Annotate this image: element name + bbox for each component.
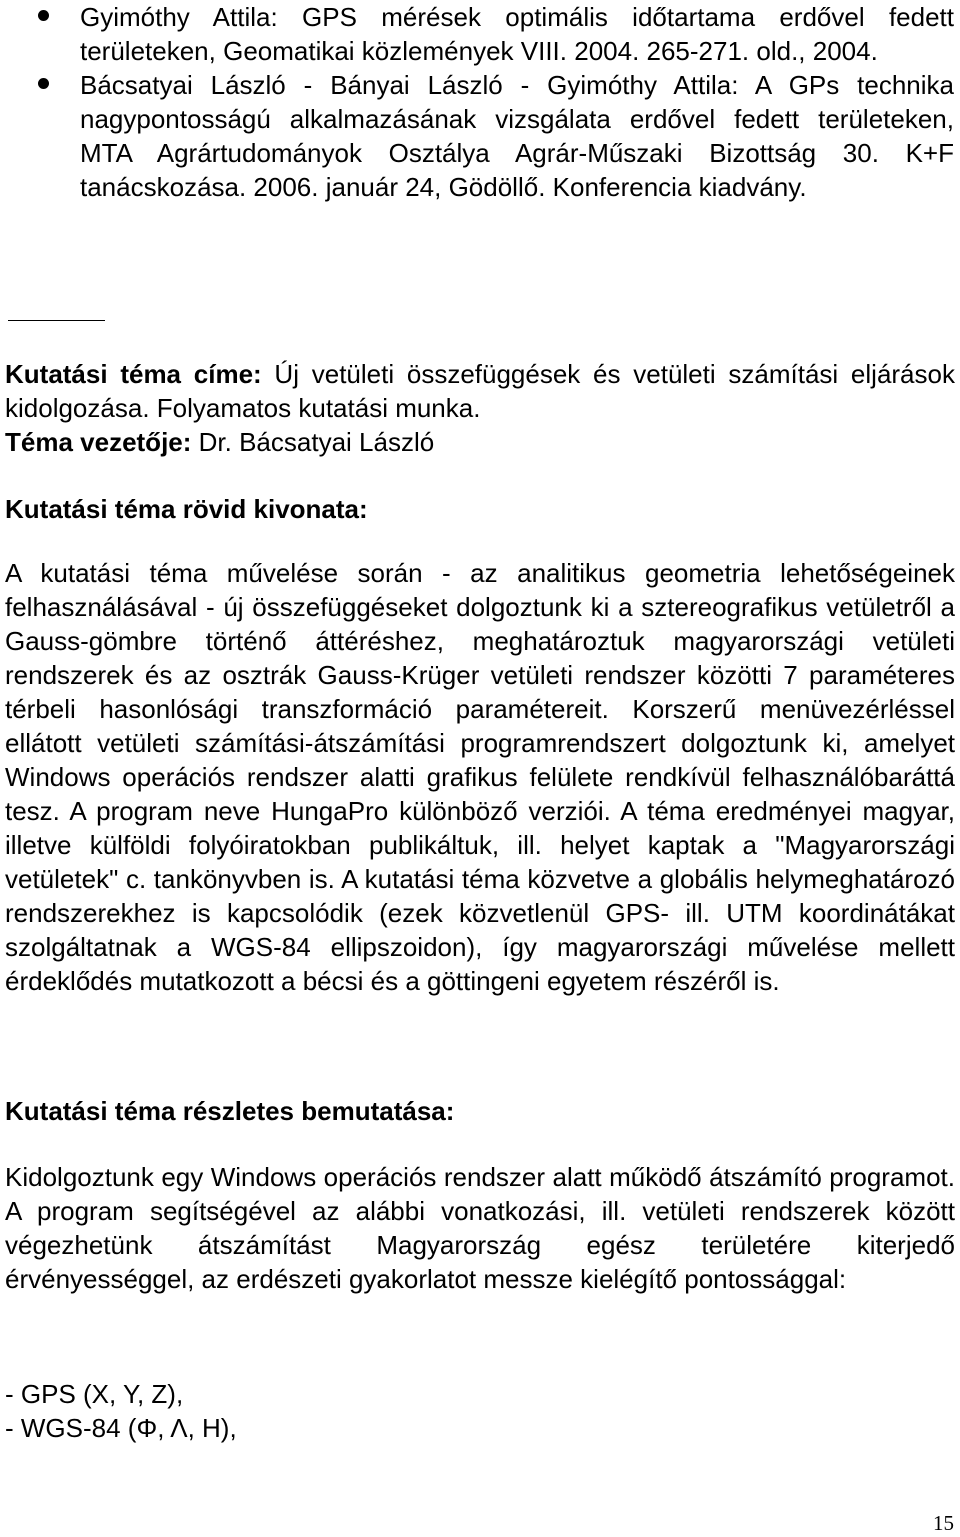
abstract-heading: Kutatási téma rövid kivonata:: [5, 494, 368, 524]
reference-item: [80, 68, 954, 204]
details-heading: Kutatási téma részletes bemutatása:: [5, 1096, 455, 1126]
details-paragraph: Kidolgoztunk egy Windows operációs rendszer alatt működő átszámító programot. A program segítségével az alábbi vonatkozási, ill. vetületi rendszerek között végezhetünk átszámítást Magyarország egész területére kiterjedő érvényességgel, az erdészeti gyakorlatot messze kielégítő pontossággal:: [5, 1162, 955, 1294]
list-item: - GPS (X, Y, Z),: [5, 1379, 184, 1409]
list-item: - WGS-84 (Φ, Λ, H),: [5, 1413, 237, 1443]
reference-text: Bácsatyai László - Bányai László - Gyimóthy Attila: A GPs technika nagypontosságú alkalmazásának vizsgálata erdővel fedett területeken, MTA Agrártudományok Osztálya Agrár-Műszaki Bizottság 30. K+F tanácskozása. 2006. január 24, Gödöllő. Konferencia kiadvány.: [80, 70, 954, 202]
system-list: [5, 1377, 955, 1445]
abstract-paragraph: A kutatási téma művelése során - az analitikus geometria lehetőségeinek felhasználásával - új összefüggéseket dolgoztunk ki a sztereografikus vetületről a Gauss-gömbre történő áttéréshez, meghatároztuk magyarországi vetületi rendszerek és az osztrák Gauss-Krüger vetületi rendszer közötti 7 paraméteres térbeli hasonlósági transzformáció paramétereit. Korszerű menüvezérléssel ellátott vetületi számítási-átszámítási programrendszert dolgoztunk ki, amelyet Windows operációs rendszer alatti grafikus felülete rendkívül felhasználóbaráttá tesz. A program neve HungaPro különböző verziói. A téma eredményei magyar, illetve külföldi folyóiratokban publikáltuk, ill. helyet kaptak a "Magyarországi vetületek" c. tankönyvben is. A kutatási téma közvetve a globális helymeghatározó rendszerekhez is kapcsolódik (ezek közvetlenül GPS- ill. UTM koordinátákat szolgáltatnak a WGS-84 ellipszoidon), így magyarországi művelése mellett érdeklődés mutatkozott a bécsi és a göttingeni egyetem részéről is.: [5, 558, 955, 996]
page-number: 15: [933, 1511, 954, 1535]
leader-value: Dr. Bácsatyai László: [191, 427, 435, 457]
reference-text: Gyimóthy Attila: GPS mérések optimális időtartama erdővel fedett területeken, Geomatikai közlemények VIII. 2004. 265-271. old., 2004.: [80, 2, 954, 66]
reference-item: [80, 0, 954, 68]
bullet-icon: [38, 78, 49, 89]
bullet-icon: [38, 10, 49, 21]
reference-list: [0, 0, 960, 204]
topic-value: Új vetületi összefüggések és vetületi számítási eljárások kidolgozása. Folyamatos kutatási munka.: [5, 359, 955, 423]
topic-label: Kutatási téma címe:: [5, 359, 262, 389]
topic-title: [5, 357, 955, 425]
leader-label: Téma vezetője:: [5, 427, 192, 457]
topic-leader: [5, 425, 955, 459]
separator-line: [8, 320, 105, 321]
